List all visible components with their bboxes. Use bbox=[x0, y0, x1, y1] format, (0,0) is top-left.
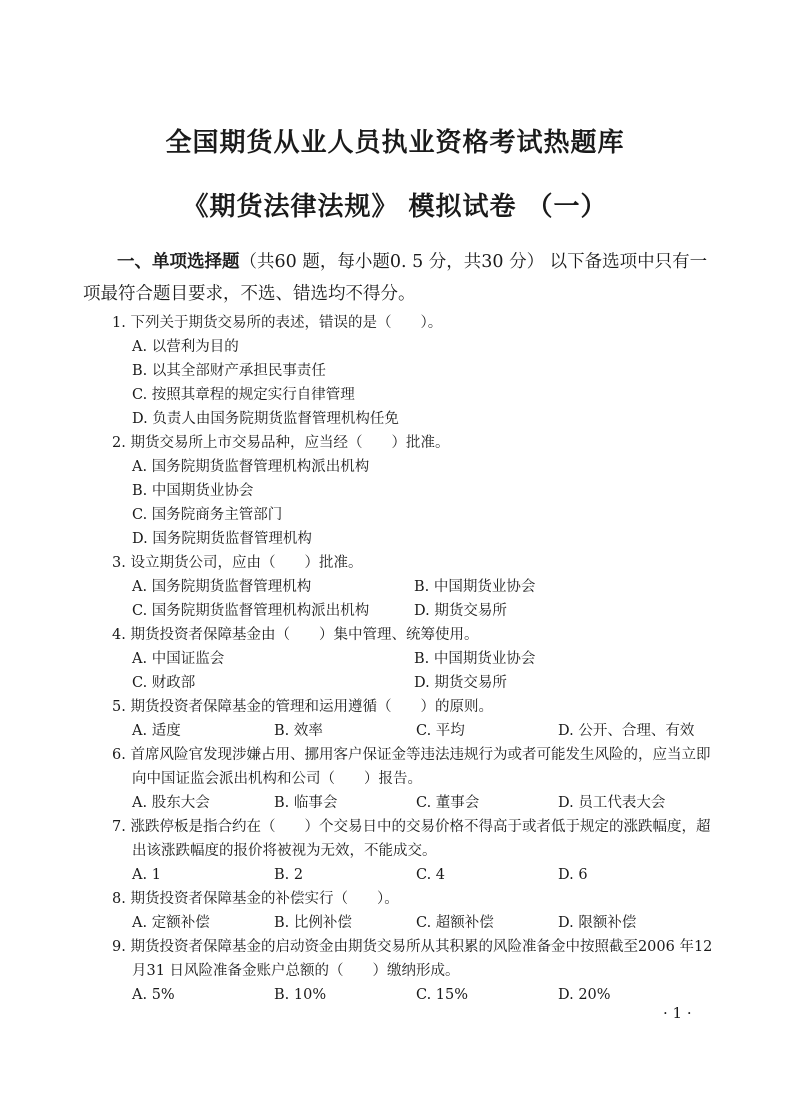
option-a: A. 国务院期货监督管理机构 bbox=[132, 579, 312, 595]
section-description: （共60 题，每小题0. 5 分，共30 分） 以下备选项中只有一项最符合题目要求，不选、错选均不得分。 bbox=[83, 252, 708, 304]
option-d: D. 期货交易所 bbox=[414, 675, 507, 691]
exam-subtitle: 《期货法律法规》 模拟试卷 （一） bbox=[182, 192, 608, 222]
option-b: B. 中国期货业协会 bbox=[414, 651, 536, 667]
option-list bbox=[112, 335, 720, 431]
option-list bbox=[112, 791, 720, 815]
option-list bbox=[112, 911, 720, 935]
question-stem: 8. 期货投资者保障基金的补偿实行（ ）。 bbox=[112, 891, 399, 907]
question-item bbox=[112, 623, 720, 695]
section-heading: 一、单项选择题 bbox=[117, 252, 240, 272]
option-list bbox=[112, 983, 720, 1007]
option-d: D. 限额补偿 bbox=[558, 915, 637, 931]
question-stem: 1. 下列关于期货交易所的表述，错误的是（ ）。 bbox=[112, 315, 443, 331]
option-list bbox=[112, 719, 720, 743]
option-a: A. 适度 bbox=[132, 723, 181, 739]
page-number: · 1 · bbox=[663, 1004, 692, 1022]
option-c: C. 按照其章程的规定实行自律管理 bbox=[132, 387, 355, 403]
section-intro bbox=[83, 246, 723, 310]
option-d: D. 国务院期货监督管理机构 bbox=[132, 531, 312, 547]
option-b: B. 10% bbox=[274, 987, 327, 1003]
question-item bbox=[112, 935, 720, 1007]
question-stem: 5. 期货投资者保障基金的管理和运用遵循（ ）的原则。 bbox=[112, 699, 493, 715]
option-c: C. 4 bbox=[416, 867, 446, 883]
question-stem: 9. 期货投资者保障基金的启动资金由期货交易所从其积累的风险准备金中按照截至2006 年12 月31 日风险准备金账户总额的（ ）缴纳形成。 bbox=[112, 939, 713, 979]
option-c: C. 财政部 bbox=[132, 675, 196, 691]
option-c: C. 国务院商务主管部门 bbox=[132, 507, 283, 523]
option-c: C. 15% bbox=[416, 987, 469, 1003]
option-b: B. 2 bbox=[274, 867, 304, 883]
question-stem: 3. 设立期货公司，应由（ ）批准。 bbox=[112, 555, 363, 571]
option-a: A. 以营利为目的 bbox=[132, 339, 239, 355]
option-b: B. 比例补偿 bbox=[274, 915, 352, 931]
option-c: C. 超额补偿 bbox=[416, 915, 494, 931]
option-d: D. 负责人由国务院期货监督管理机构任免 bbox=[132, 411, 399, 427]
option-list bbox=[112, 575, 720, 623]
option-b: B. 效率 bbox=[274, 723, 323, 739]
question-stem: 4. 期货投资者保障基金由（ ）集中管理、统筹使用。 bbox=[112, 627, 479, 643]
exam-title: 全国期货从业人员执业资格考试热题库 bbox=[165, 128, 625, 158]
question-stem: 6. 首席风险官发现涉嫌占用、挪用客户保证金等违法违规行为或者可能发生风险的，应当立即向中国证监会派出机构和公司（ ）报告。 bbox=[112, 747, 711, 787]
question-item bbox=[112, 431, 720, 551]
option-a: A. 国务院期货监督管理机构派出机构 bbox=[132, 459, 370, 475]
option-b: B. 中国期货业协会 bbox=[414, 579, 536, 595]
question-item bbox=[112, 887, 720, 935]
option-d: D. 20% bbox=[558, 987, 611, 1003]
option-b: B. 临事会 bbox=[274, 795, 338, 811]
option-a: A. 股东大会 bbox=[132, 795, 210, 811]
question-item bbox=[112, 815, 720, 887]
question-item bbox=[112, 695, 720, 743]
option-a: A. 中国证监会 bbox=[132, 651, 225, 667]
question-item bbox=[112, 311, 720, 431]
option-a: A. 5% bbox=[132, 987, 175, 1003]
option-c: C. 董事会 bbox=[416, 795, 480, 811]
option-b: B. 中国期货业协会 bbox=[132, 483, 254, 499]
option-list bbox=[112, 863, 720, 887]
option-b: B. 以其全部财产承担民事责任 bbox=[132, 363, 326, 379]
question-item bbox=[112, 743, 720, 815]
option-list bbox=[112, 647, 720, 695]
option-c: C. 国务院期货监督管理机构派出机构 bbox=[132, 603, 370, 619]
option-c: C. 平均 bbox=[416, 723, 465, 739]
option-a: A. 定额补偿 bbox=[132, 915, 210, 931]
question-item bbox=[112, 551, 720, 623]
option-d: D. 员工代表大会 bbox=[558, 795, 666, 811]
question-stem: 2. 期货交易所上市交易品种，应当经（ ）批准。 bbox=[112, 435, 450, 451]
option-list bbox=[112, 455, 720, 551]
option-d: D. 公开、合理、有效 bbox=[558, 723, 695, 739]
option-d: D. 6 bbox=[558, 867, 588, 883]
option-a: A. 1 bbox=[132, 867, 161, 883]
question-stem: 7. 涨跌停板是指合约在（ ）个交易日中的交易价格不得高于或者低于规定的涨跌幅度，超出该涨跌幅度的报价将被视为无效，不能成交。 bbox=[112, 819, 711, 859]
option-d: D. 期货交易所 bbox=[414, 603, 507, 619]
question-list bbox=[112, 311, 720, 1007]
